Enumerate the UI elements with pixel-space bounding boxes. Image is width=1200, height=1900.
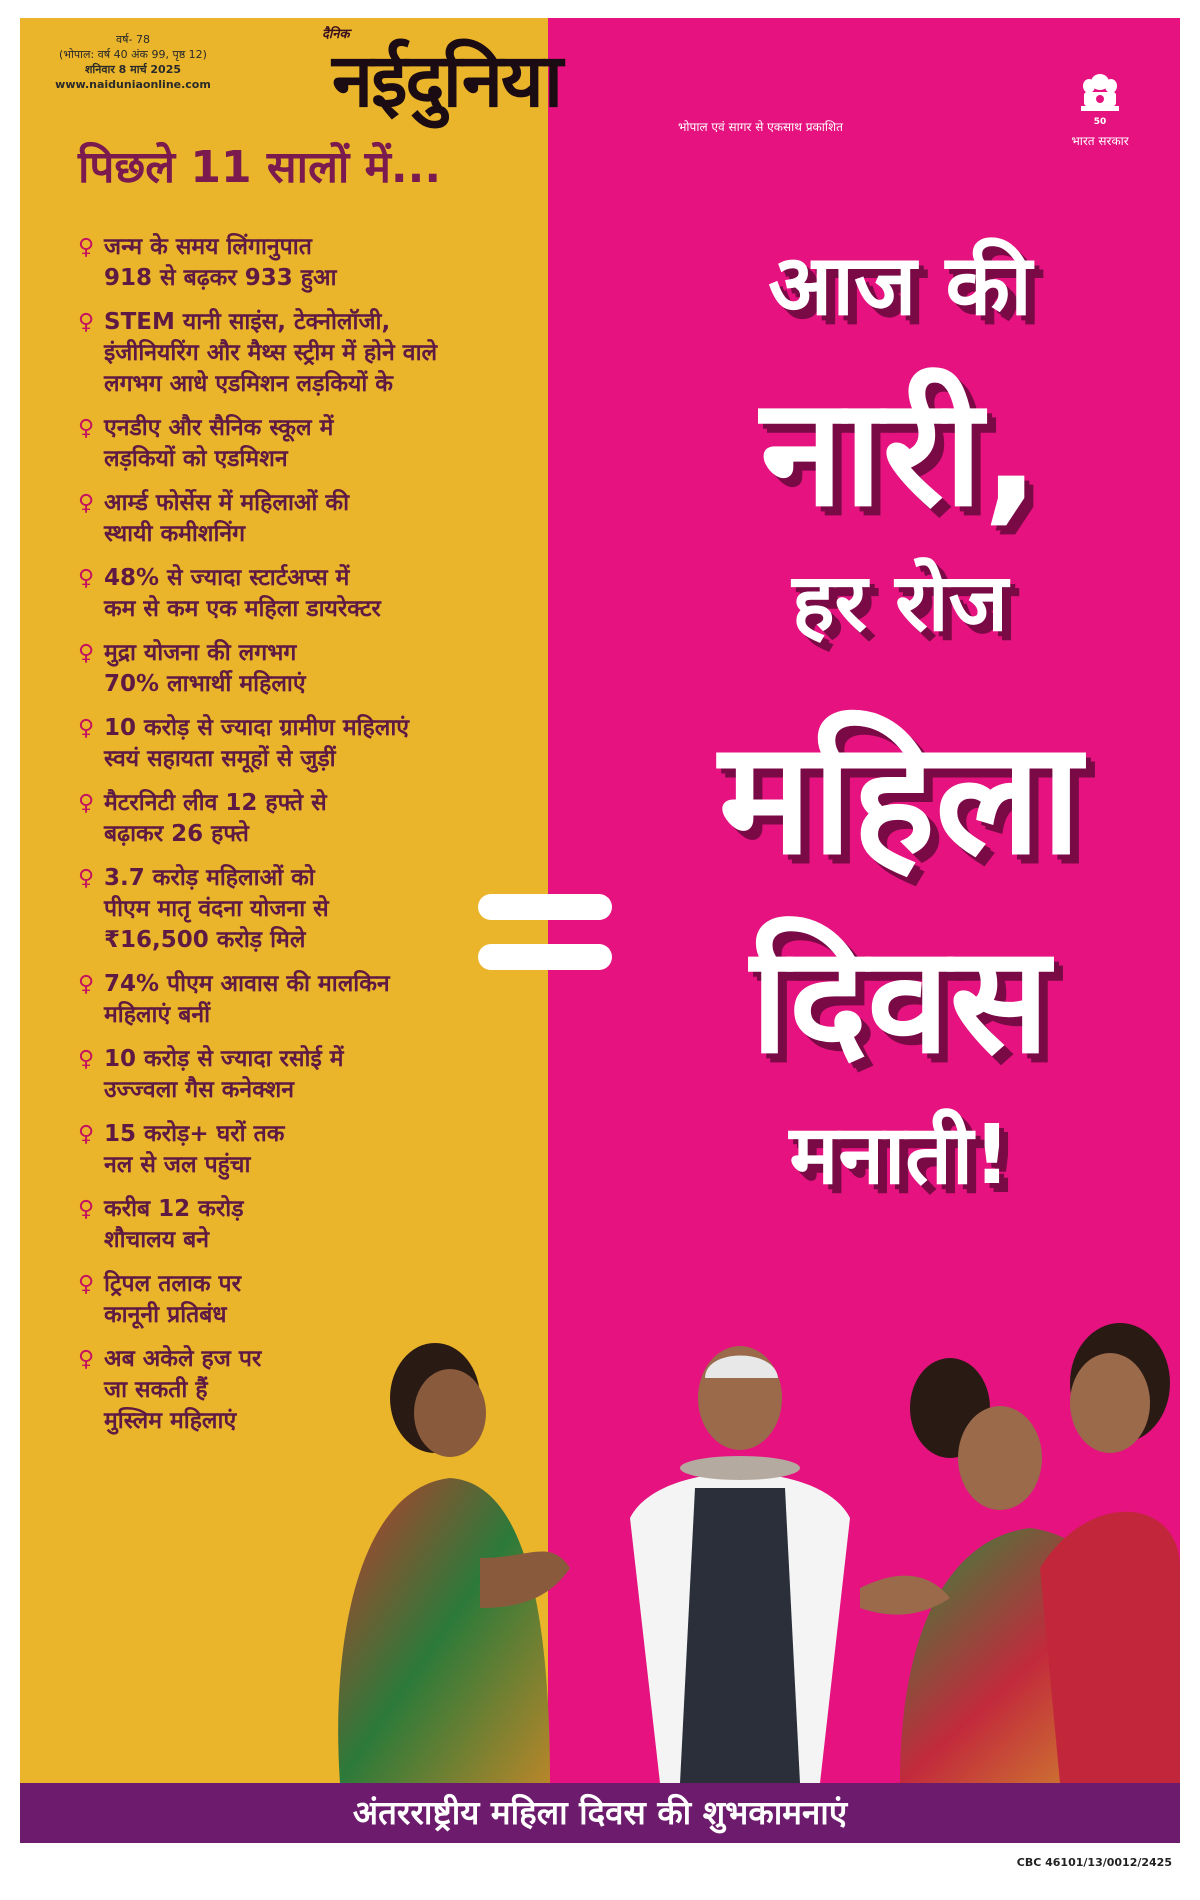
slogan-line-3: हर रोज — [792, 556, 1008, 649]
left-heading: पिछले 11 सालों में... — [78, 142, 442, 193]
fact-line: कानूनी प्रतिबंध — [104, 1302, 227, 1328]
fact-line: जन्म के समय लिंगानुपात — [104, 234, 312, 260]
fact-line: 10 करोड़ से ज्यादा रसोई में — [104, 1046, 344, 1072]
fact-line: ट्रिपल तलाक पर — [104, 1271, 242, 1297]
venus-symbol-icon: ♀ — [78, 866, 95, 891]
venus-symbol-icon: ♀ — [78, 791, 95, 816]
fact-line: 918 से बढ़कर 933 हुआ — [104, 265, 337, 291]
fact-line: 70% लाभार्थी महिलाएं — [104, 671, 306, 697]
fact-item — [78, 563, 538, 625]
emblem-caption: भारत सरकार — [1071, 134, 1129, 148]
website-link[interactable]: www.naiduniaonline.com — [55, 78, 211, 91]
fact-line: जा सकती हैं — [104, 1377, 208, 1403]
svg-text:50: 50 — [1093, 117, 1107, 127]
women-right-figures — [860, 1323, 1180, 1783]
fact-line: स्थायी कमीशनिंग — [104, 521, 246, 547]
venus-symbol-icon: ♀ — [78, 1272, 95, 1297]
fact-line: मैटरनिटी लीव 12 हफ्ते से — [104, 790, 327, 816]
slogan-line-1: आज की — [768, 236, 1032, 334]
man-center-figure — [630, 1346, 850, 1783]
bottom-banner: अंतरराष्ट्रीय महिला दिवस की शुभकामनाएं — [20, 1783, 1180, 1843]
fact-line: एनडीए और सैनिक स्कूल में — [104, 415, 334, 441]
fact-item — [78, 788, 538, 850]
fact-line: STEM यानी साइंस, टेक्नोलॉजी, — [104, 309, 391, 335]
ashoka-emblem-icon — [1078, 70, 1122, 128]
slogan-line-6: मनाती! — [789, 1108, 1011, 1203]
masthead-meta — [38, 32, 228, 92]
fact-line: शौचालय बने — [104, 1227, 209, 1253]
fact-line: इंजीनियरिंग और मैथ्स स्ट्रीम में होने वाले — [104, 340, 438, 366]
equals-sign-icon — [478, 894, 612, 970]
fact-list — [78, 232, 538, 1450]
newspaper-logo: नईदुनिया — [332, 38, 562, 124]
fact-line: 74% पीएम आवास की मालकिन — [104, 971, 390, 997]
fact-item — [78, 713, 538, 775]
edition-line: (भोपाल: वर्ष 40 अंक 99, पृष्ठ 12) — [59, 48, 207, 61]
fact-line: मुस्लिम महिलाएं — [104, 1408, 237, 1434]
fact-line: 15 करोड़+ घरों तक — [104, 1121, 285, 1147]
venus-symbol-icon: ♀ — [78, 566, 95, 591]
venus-symbol-icon: ♀ — [78, 972, 95, 997]
slogan-line-2: नारी, — [760, 366, 1040, 540]
venus-symbol-icon: ♀ — [78, 416, 95, 441]
fact-line: ₹16,500 करोड़ मिले — [104, 927, 306, 953]
fact-item — [78, 413, 538, 475]
year-line: वर्ष- 78 — [116, 33, 150, 46]
slogan-line-4: महिला — [718, 707, 1082, 889]
fact-line: पीएम मातृ वंदना योजना से — [104, 896, 329, 922]
fact-item — [78, 232, 538, 294]
fact-item — [78, 1044, 538, 1106]
venus-symbol-icon: ♀ — [78, 716, 95, 741]
ad-code: CBC 46101/13/0012/2425 — [1016, 1856, 1172, 1869]
venus-symbol-icon: ♀ — [78, 641, 95, 666]
venus-symbol-icon: ♀ — [78, 1347, 95, 1372]
venus-symbol-icon: ♀ — [78, 1047, 95, 1072]
advertisement-page — [20, 18, 1180, 1880]
fact-item — [78, 1119, 538, 1181]
slogan-line-5: दिवस — [750, 914, 1050, 1086]
venus-symbol-icon: ♀ — [78, 1197, 95, 1222]
fact-line: मुद्रा योजना की लगभग — [104, 640, 297, 666]
government-emblem — [1060, 70, 1140, 149]
venus-symbol-icon: ♀ — [78, 491, 95, 516]
fact-item — [78, 1194, 538, 1256]
fact-line: अब अकेले हज पर — [104, 1346, 262, 1372]
fact-item — [78, 307, 538, 400]
fact-line: लगभग आधे एडमिशन लड़कियों के — [104, 371, 393, 397]
fact-line: नल से जल पहुंचा — [104, 1152, 251, 1178]
fact-line: आर्म्ड फोर्सेस में महिलाओं की — [104, 490, 350, 516]
masthead-subtitle: भोपाल एवं सागर से एकसाथ प्रकाशित — [678, 120, 843, 134]
fact-line: बढ़ाकर 26 हफ्ते — [104, 821, 249, 847]
fact-item — [78, 969, 538, 1031]
fact-item — [78, 488, 538, 550]
logo-tag: दैनिक — [322, 27, 350, 42]
fact-item — [78, 863, 538, 956]
fact-line: उज्ज्वला गैस कनेक्शन — [104, 1077, 295, 1103]
fact-item — [78, 638, 538, 700]
fact-line: लड़कियों को एडमिशन — [104, 446, 288, 472]
venus-symbol-icon: ♀ — [78, 235, 95, 260]
fact-line: कम से कम एक महिला डायरेक्टर — [104, 596, 381, 622]
fact-line: 10 करोड़ से ज्यादा ग्रामीण महिलाएं — [104, 715, 410, 741]
woman-left-figure — [338, 1343, 570, 1783]
fact-line: 48% से ज्यादा स्टार्टअप्स में — [104, 565, 350, 591]
fact-line: करीब 12 करोड़ — [104, 1196, 244, 1222]
venus-symbol-icon: ♀ — [78, 310, 95, 335]
venus-symbol-icon: ♀ — [78, 1122, 95, 1147]
fact-line: महिलाएं बनीं — [104, 1002, 211, 1028]
group-photo — [300, 1308, 1180, 1783]
fact-line: स्वयं सहायता समूहों से जुड़ीं — [104, 746, 336, 772]
fact-line: 3.7 करोड़ महिलाओं को — [104, 865, 315, 891]
date-line: शनिवार 8 मार्च 2025 — [84, 63, 182, 76]
